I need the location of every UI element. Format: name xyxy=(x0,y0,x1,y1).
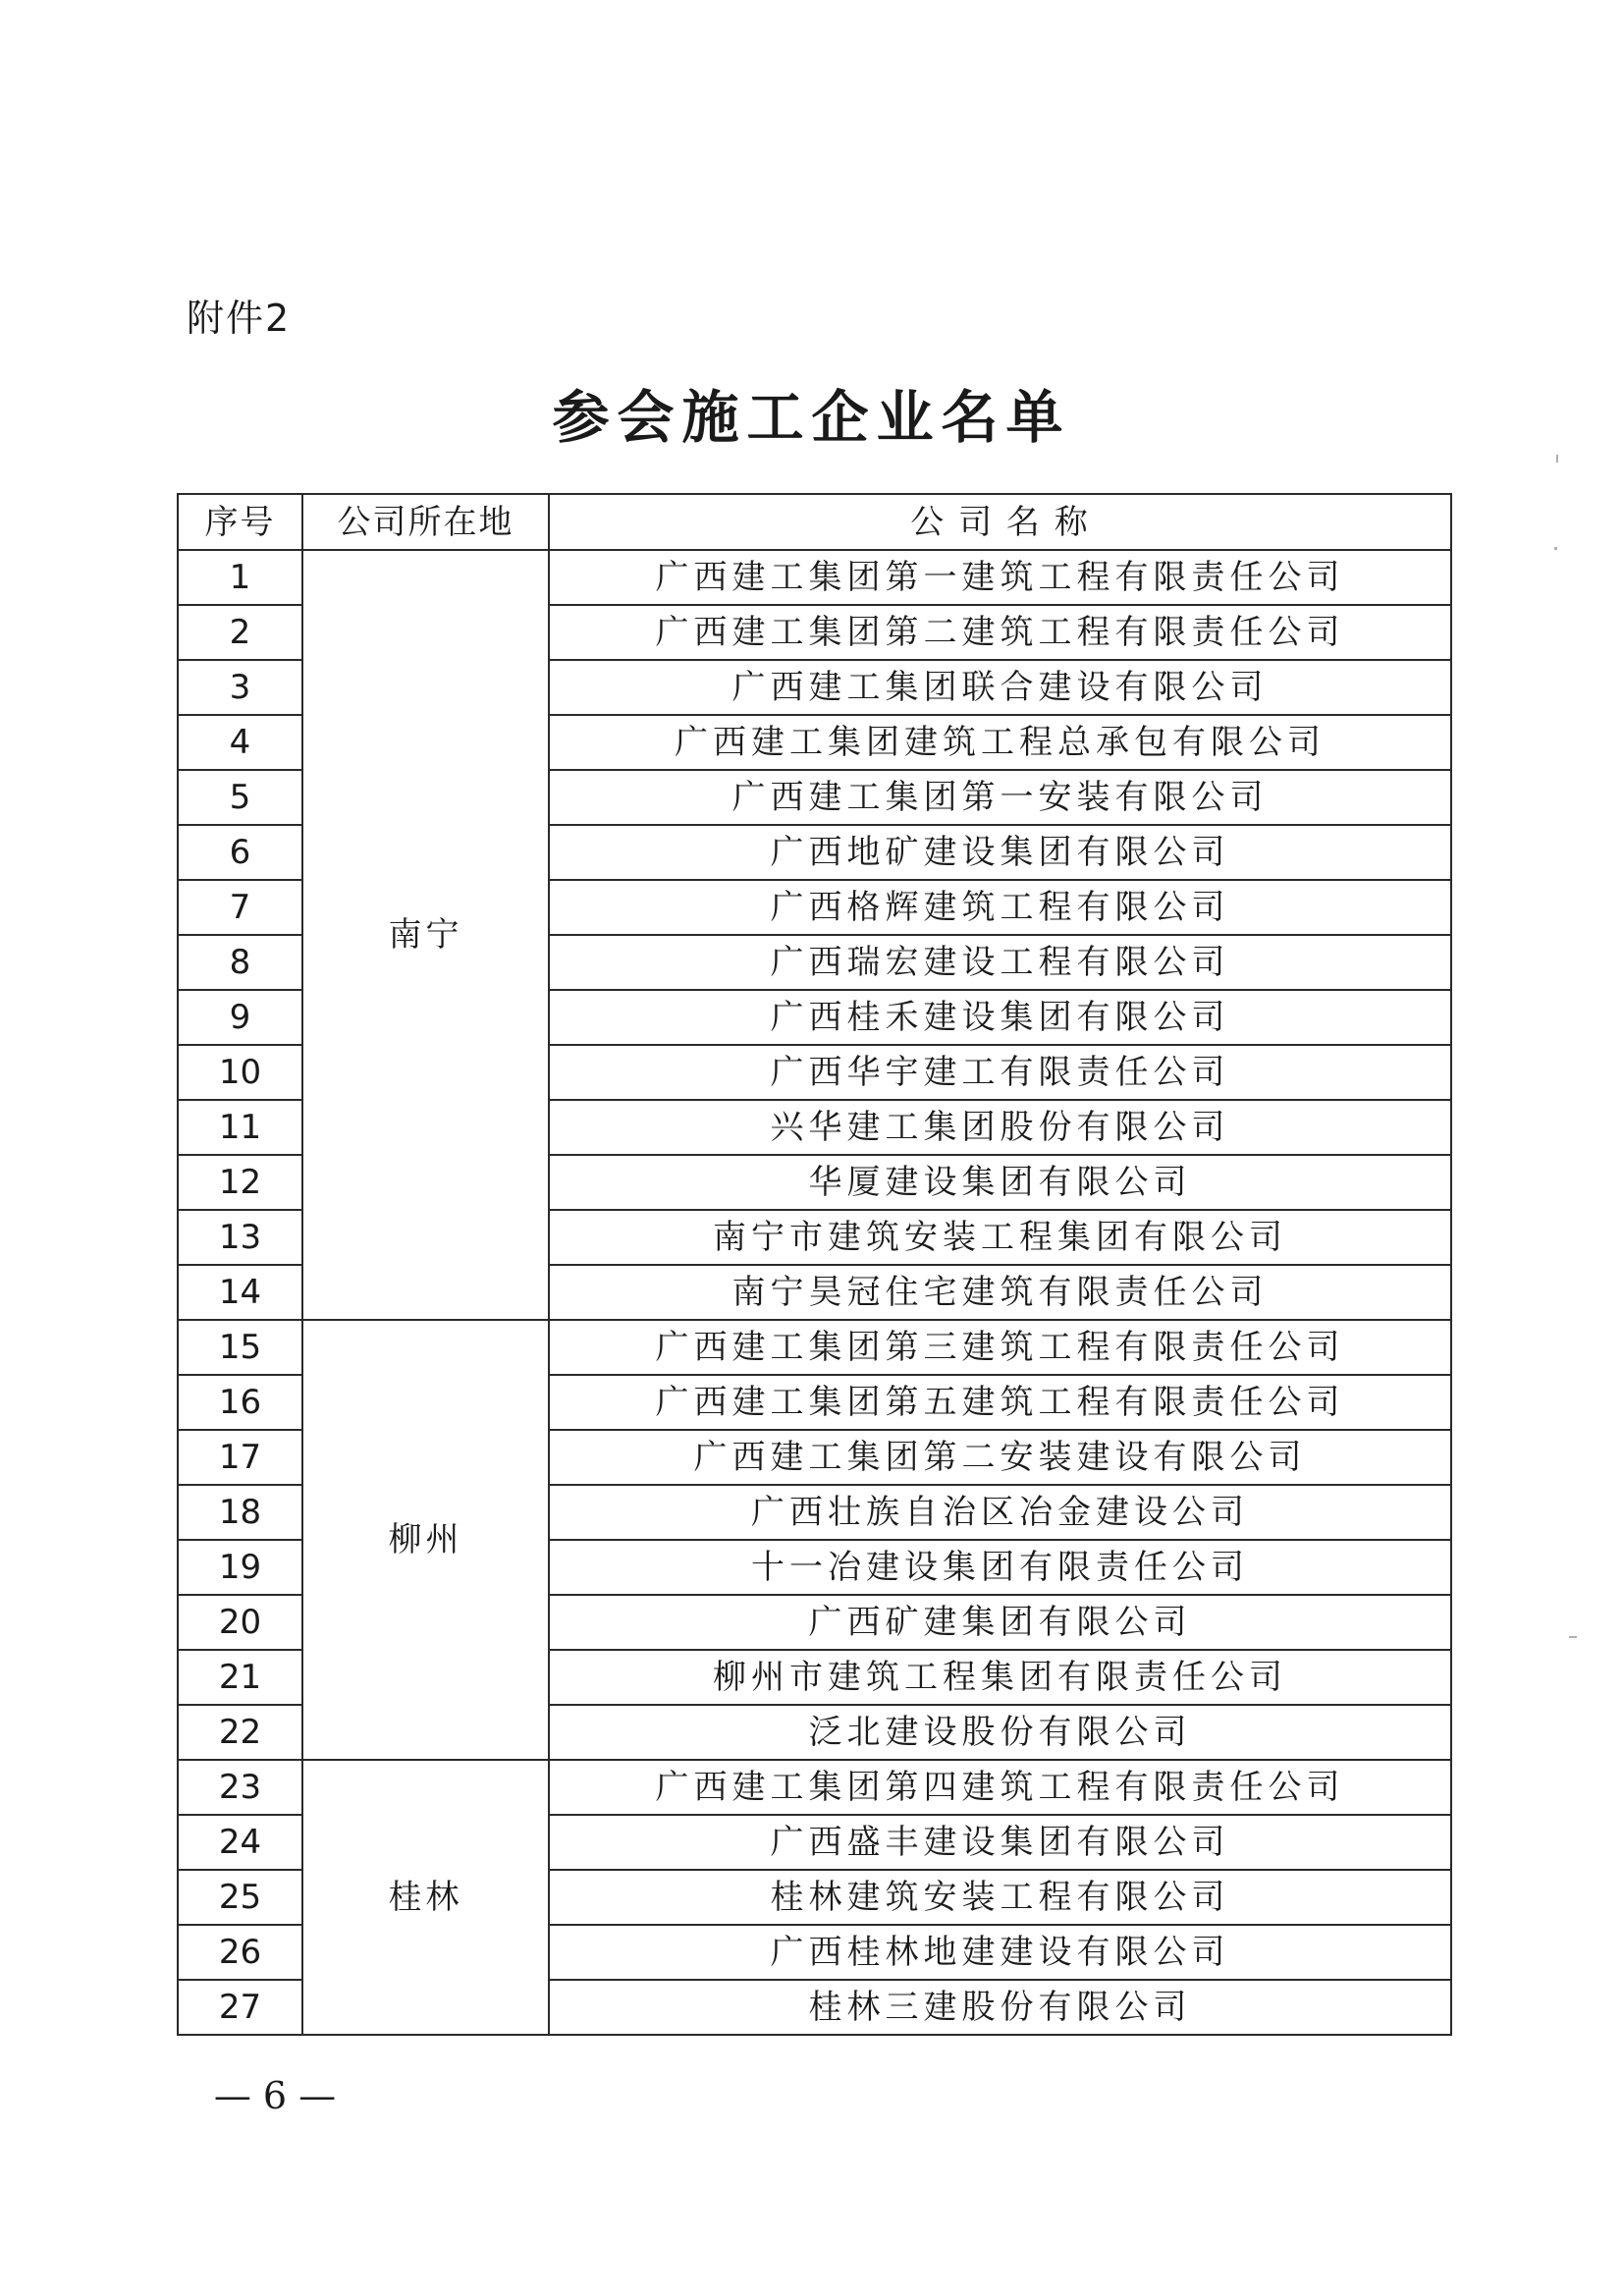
company-table xyxy=(177,493,1452,2036)
row-number: 23 xyxy=(178,1760,302,1815)
page-number: — 6 — xyxy=(213,2074,337,2117)
table-body xyxy=(178,550,1451,2035)
row-number: 16 xyxy=(178,1375,302,1430)
company-name: 十一冶建设集团有限责任公司 xyxy=(549,1540,1451,1595)
row-number: 7 xyxy=(178,880,302,935)
company-name: 广西桂禾建设集团有限公司 xyxy=(549,990,1451,1045)
company-location: 南宁 xyxy=(302,550,549,1320)
company-name: 广西建工集团第五建筑工程有限责任公司 xyxy=(549,1375,1451,1430)
scan-speck xyxy=(1554,547,1557,550)
company-name: 广西格辉建筑工程有限公司 xyxy=(549,880,1451,935)
row-number: 15 xyxy=(178,1320,302,1375)
row-number: 6 xyxy=(178,825,302,880)
table-row xyxy=(178,1320,1451,1375)
company-location: 桂林 xyxy=(302,1760,549,2035)
row-number: 2 xyxy=(178,605,302,660)
company-name: 广西建工集团第二安装建设有限公司 xyxy=(549,1430,1451,1485)
company-name: 广西建工集团第一安装有限公司 xyxy=(549,770,1451,825)
header-company-name: 公 司 名 称 xyxy=(549,494,1451,550)
row-number: 20 xyxy=(178,1595,302,1650)
row-number: 13 xyxy=(178,1210,302,1265)
row-number: 17 xyxy=(178,1430,302,1485)
header-number: 序号 xyxy=(178,494,302,550)
row-number: 11 xyxy=(178,1100,302,1155)
row-number: 3 xyxy=(178,660,302,715)
company-name: 广西盛丰建设集团有限公司 xyxy=(549,1815,1451,1870)
company-name: 兴华建工集团股份有限公司 xyxy=(549,1100,1451,1155)
table-header-row xyxy=(178,494,1451,550)
row-number: 14 xyxy=(178,1265,302,1320)
document-title: 参会施工企业名单 xyxy=(552,384,1071,451)
attachment-label: 附件2 xyxy=(187,297,292,340)
company-name: 广西华宇建工有限责任公司 xyxy=(549,1045,1451,1100)
header-location: 公司所在地 xyxy=(302,494,549,550)
company-name: 广西建工集团第二建筑工程有限责任公司 xyxy=(549,605,1451,660)
row-number: 8 xyxy=(178,935,302,990)
table-row xyxy=(178,550,1451,605)
company-name: 广西桂林地建建设有限公司 xyxy=(549,1925,1451,1980)
company-name: 广西矿建集团有限公司 xyxy=(549,1595,1451,1650)
scan-speck xyxy=(1556,455,1558,463)
company-name: 泛北建设股份有限公司 xyxy=(549,1705,1451,1760)
company-name: 桂林三建股份有限公司 xyxy=(549,1980,1451,2035)
company-name: 广西建工集团建筑工程总承包有限公司 xyxy=(549,715,1451,770)
scan-speck xyxy=(1569,1636,1577,1638)
row-number: 1 xyxy=(178,550,302,605)
company-name: 广西建工集团第四建筑工程有限责任公司 xyxy=(549,1760,1451,1815)
company-name: 南宁昊冠住宅建筑有限责任公司 xyxy=(549,1265,1451,1320)
row-number: 12 xyxy=(178,1155,302,1210)
row-number: 10 xyxy=(178,1045,302,1100)
company-name: 华厦建设集团有限公司 xyxy=(549,1155,1451,1210)
company-name: 柳州市建筑工程集团有限责任公司 xyxy=(549,1650,1451,1705)
company-name: 广西建工集团第一建筑工程有限责任公司 xyxy=(549,550,1451,605)
company-name: 南宁市建筑安装工程集团有限公司 xyxy=(549,1210,1451,1265)
company-name: 广西瑞宏建设工程有限公司 xyxy=(549,935,1451,990)
company-location: 柳州 xyxy=(302,1320,549,1760)
row-number: 21 xyxy=(178,1650,302,1705)
company-name: 广西地矿建设集团有限公司 xyxy=(549,825,1451,880)
row-number: 22 xyxy=(178,1705,302,1760)
row-number: 25 xyxy=(178,1870,302,1925)
company-name: 广西建工集团第三建筑工程有限责任公司 xyxy=(549,1320,1451,1375)
row-number: 19 xyxy=(178,1540,302,1595)
row-number: 24 xyxy=(178,1815,302,1870)
row-number: 27 xyxy=(178,1980,302,2035)
row-number: 9 xyxy=(178,990,302,1045)
company-name: 广西壮族自治区冶金建设公司 xyxy=(549,1485,1451,1540)
row-number: 5 xyxy=(178,770,302,825)
company-name: 桂林建筑安装工程有限公司 xyxy=(549,1870,1451,1925)
row-number: 4 xyxy=(178,715,302,770)
table-row xyxy=(178,1760,1451,1815)
company-name: 广西建工集团联合建设有限公司 xyxy=(549,660,1451,715)
row-number: 18 xyxy=(178,1485,302,1540)
row-number: 26 xyxy=(178,1925,302,1980)
